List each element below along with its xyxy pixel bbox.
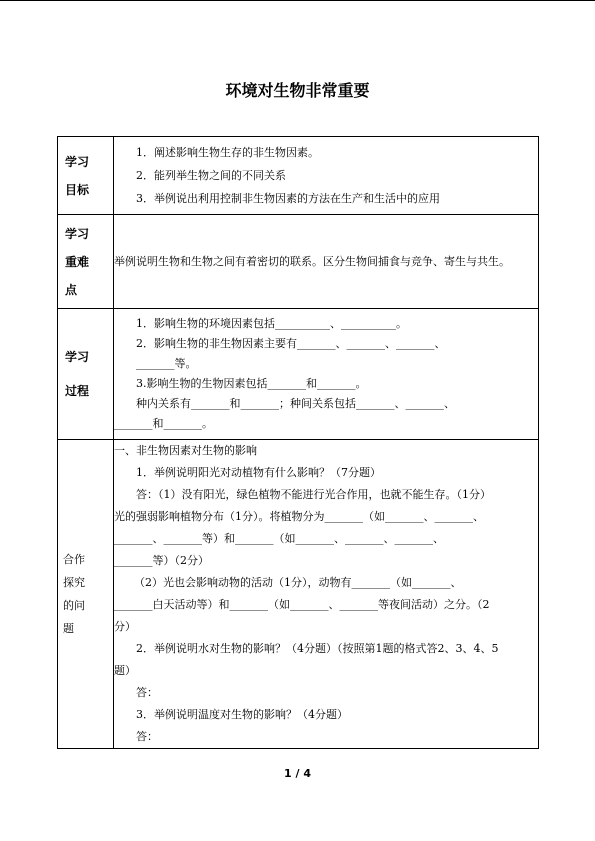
label-line: 过程 (65, 384, 90, 398)
inquiry-line: _______白天活动等）和_______（如_______、_______等夜间活动）之分。（2 (114, 598, 490, 611)
inquiry-line: （2）光也会影响动物的活动（1分），动物有_______（如_______、 (134, 576, 462, 589)
lesson-plan-table (57, 136, 539, 749)
inquiry-line: 分） (114, 620, 136, 633)
label-line: 学习 (65, 350, 90, 364)
process-line: 2．影响生物的非生物因素主要有_______、_______、_______、 (136, 337, 446, 350)
label-line: 探究 (63, 576, 85, 589)
key-points-content (114, 215, 539, 309)
inquiry-line: _______、_______等）和_______（如_______、_______、_______、 (114, 532, 444, 545)
inquiry-line: 题） (114, 664, 136, 677)
label-line: 合作 (63, 553, 85, 566)
objective-item: 2．能列举生物之间的不同关系 (136, 169, 286, 182)
process-line: 3.影响生物的生物因素包括_______和_______。 (136, 377, 367, 390)
objective-item: 3．举例说出利用控制非生物因素的方法在生产和生活中的应用 (136, 192, 440, 205)
objectives-row (58, 137, 539, 215)
label-line: 的问 (63, 599, 85, 612)
inquiry-heading: 一、非生物因素对生物的影响 (114, 444, 257, 457)
inquiry-label (58, 440, 114, 749)
label-line: 目标 (65, 182, 90, 197)
page-number: 1 / 4 (284, 767, 311, 780)
inquiry-line: 2．举例说明水对生物的影响？（4分题）（按照第1题的格式答2、3、4、5 (136, 642, 499, 655)
header-rule (0, 0, 595, 1)
inquiry-row (58, 440, 539, 749)
document-title: 环境对生物非常重要 (225, 81, 370, 100)
label-line: 点 (65, 282, 78, 297)
inquiry-line: 答： (136, 686, 158, 699)
process-line: 1．影响生物的环境因素包括__________、__________。 (136, 317, 407, 330)
inquiry-line: 答： (136, 730, 158, 743)
process-line: 种内关系有_______和_______；种间关系包括_______、_______、 (136, 397, 455, 410)
process-content (114, 309, 539, 440)
inquiry-line: 光的强弱影响植物分布（1分）。将植物分为_______（如_______、_______、 (114, 510, 484, 523)
objectives-label (58, 137, 114, 215)
objective-item: 1．阐述影响生物生存的非生物因素。 (136, 146, 319, 159)
label-line: 重难 (65, 254, 90, 269)
inquiry-line: 答：（1）没有阳光，绿色植物不能进行光合作用，也就不能生存。（1分） (136, 488, 491, 501)
process-label (58, 309, 114, 440)
inquiry-content (114, 440, 539, 749)
label-line: 学习 (65, 226, 90, 241)
inquiry-line: 3．举例说明温度对生物的影响？（4分题） (136, 708, 348, 721)
inquiry-line: _______等）（2分） (114, 554, 209, 567)
label-line: 题 (63, 622, 74, 635)
key-points-label (58, 215, 114, 309)
inquiry-line: 1．举例说明阳光对动植物有什么影响？（7分题） (136, 466, 381, 479)
process-line: _______和_______。 (114, 417, 213, 430)
process-row (58, 309, 539, 440)
key-points-text: 举例说明生物和生物之间有着密切的联系。区分生物间捕食与竞争、寄生与共生。 (114, 255, 510, 268)
label-line: 学习 (65, 154, 90, 169)
process-line: _______等。 (136, 357, 197, 370)
objectives-content (114, 137, 539, 215)
key-points-row (58, 215, 539, 309)
